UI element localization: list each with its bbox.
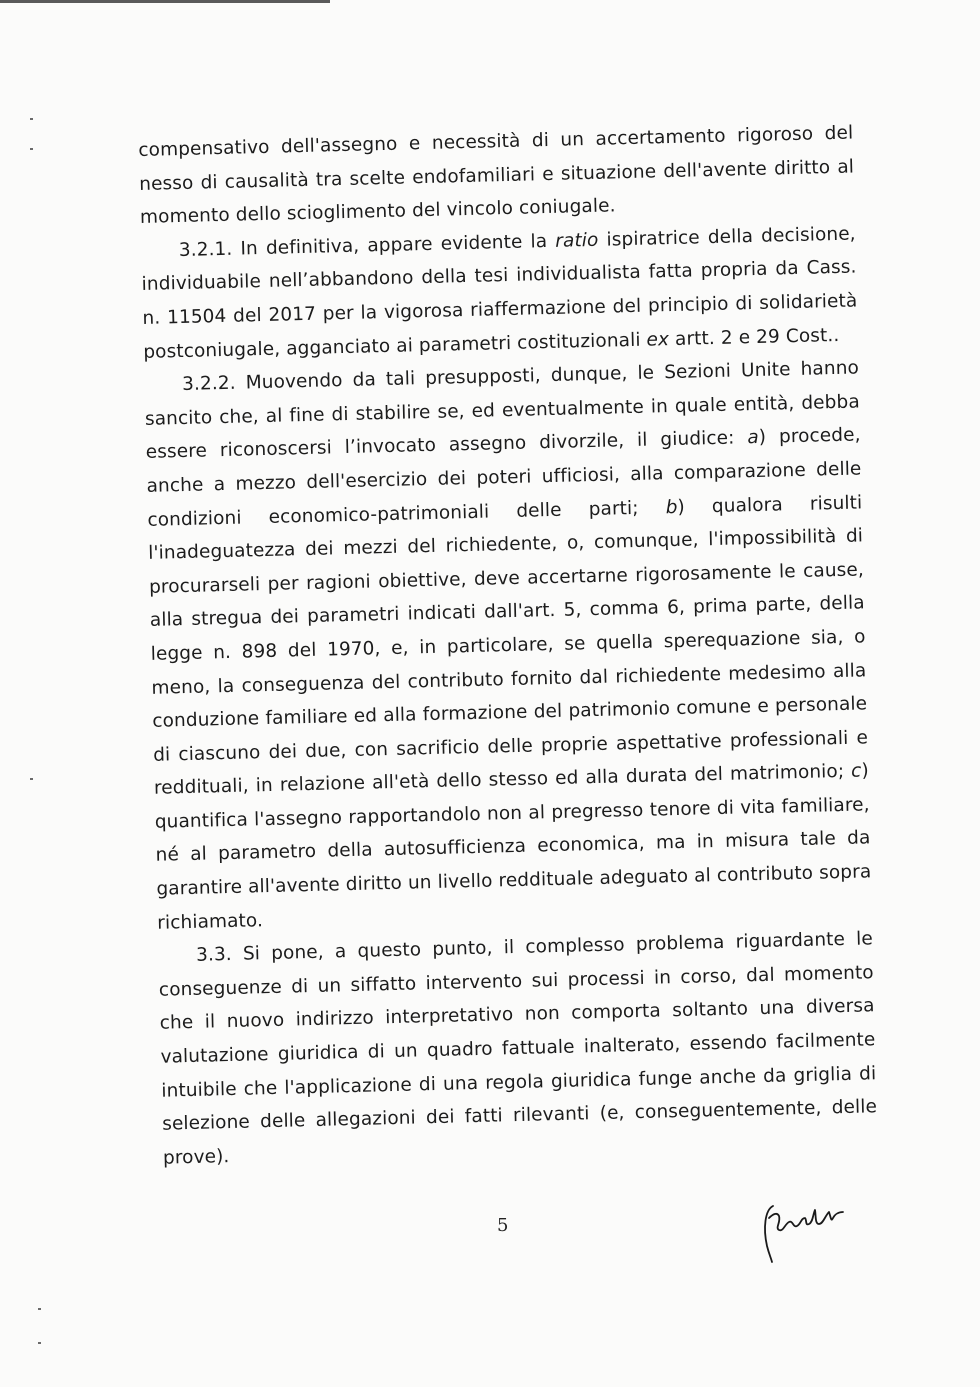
- text-run: 3.3. Si pone, a questo punto, il complesso problema riguardante le conseguenze di un siffatto intervento sui processi in corso, dal momento che il nuovo indirizzo interpretativo non comporta soltanto una diversa valutazione giuridica di un quadro fattuale inalterato, essendo facilmente intuibile che l'applicazione di una regola giuridica funge anche da griglia di selezione delle allegazioni dei fatti rilevanti (e, conseguentemente, delle prove).: [158, 928, 878, 1169]
- text-run: ispiratrice della decisione, individuabile nell’abbandono della tesi individualista fatta propria da Cass. n. 11504 del 2017 per la vigorosa riaffermazione del principio di solidarietà postconiugale, agganciato ai parametri costituzionali: [141, 223, 858, 363]
- scan-speck: [30, 778, 33, 780]
- scan-speck: [30, 118, 33, 120]
- italic-term: a: [747, 427, 760, 449]
- scan-speck: [38, 1308, 41, 1310]
- text-run: ) procede, anche a mezzo dell'esercizio dei poteri ufficiosi, alla comparazione delle condizioni economico-patrimoniali delle parti;: [146, 424, 862, 531]
- text-run: 3.2.1. In definitiva, appare evidente la: [178, 230, 556, 261]
- handwritten-signature-icon: [755, 1188, 855, 1268]
- scan-speck: [38, 1342, 41, 1344]
- text-run: 3.2.2. Muovendo da tali presupposti, dunque, le Sezioni Unite hanno sancito che, al fine di stabilire se, ed eventualmente in quale entità, debba essere riconoscersi l’invocato assegno divorzile, il giudice:: [144, 357, 861, 464]
- italic-term: ex: [646, 328, 670, 351]
- italic-term: ratio: [555, 229, 599, 252]
- text-run: ) qualora risulti l'inadeguatezza dei mezzi del richiedente, o, comunque, l'impossibilità di procurarseli per ragioni obiettive, deve accertarne rigorosamente le cause, alla stregua dei parametri indicati dall'art. 5, comma 6, prima parte, della legge n. 898 del 1970, e, in particolare, se quella sperequazione sia, o meno, la conseguenza del contributo fornito dal richiedente medesimo alla conduzione familiare ed alla formazione del patrimonio comune e personale di ciascuno dei due, con sacrificio delle proprie aspettative professionali e reddituali, in relazione all'età dello stesso ed alla durata del matrimonio;: [147, 491, 869, 800]
- paragraph-3-2-1: [140, 217, 858, 369]
- text-run: ) quantifica l'assegno rapportandolo non al pregresso tenore di vita familiare, né al parametro della autosufficienza economica, ma in misura tale da garantire all'avente diritto un livello reddituale adeguato al contributo sopra richiamato.: [154, 760, 872, 934]
- paragraph-3-3: [158, 923, 879, 1176]
- italic-term: c: [850, 760, 862, 783]
- paragraph-3-2-2: [144, 352, 873, 940]
- page-number: 5: [497, 1215, 509, 1236]
- italic-term: b: [665, 496, 678, 518]
- body-text: [138, 117, 878, 1176]
- scan-speck: [30, 148, 33, 150]
- paragraph-continuation: [138, 117, 855, 235]
- text-run: artt. 2 e 29 Cost..: [668, 324, 840, 350]
- text-run: compensativo dell'assegno e necessità di un accertamento rigoroso del nesso di causalità tra scelte endofamiliari e situazione dell'avente diritto al momento dello scioglimento del vincolo coniugale.: [138, 122, 855, 229]
- scan-edge-rule: [0, 0, 330, 3]
